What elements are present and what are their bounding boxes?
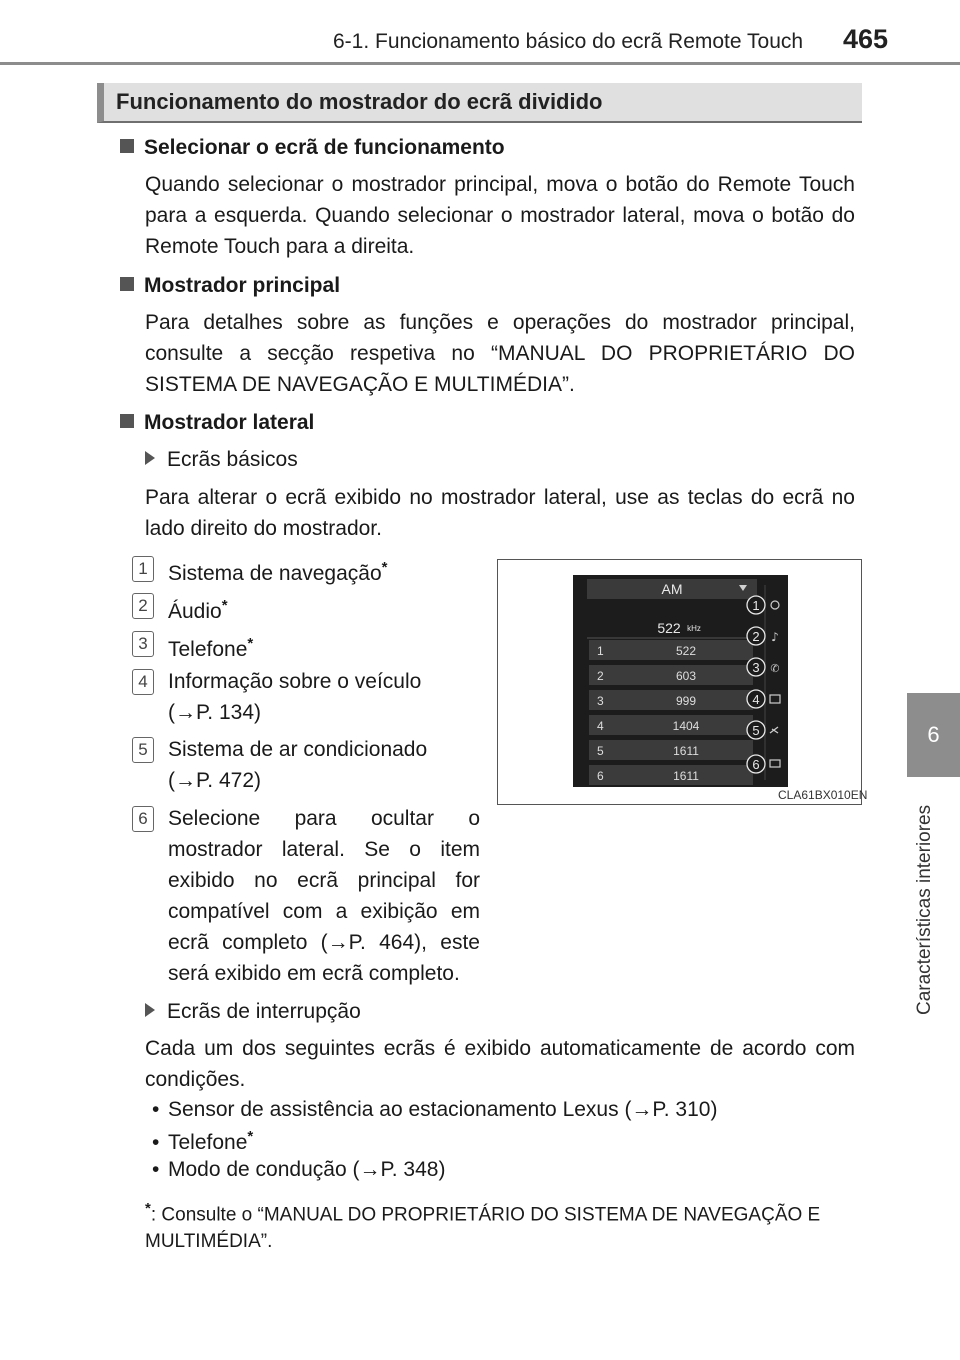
screen-source: AM	[661, 581, 683, 597]
callout-1	[747, 596, 765, 614]
chapter-tab-number: 6	[927, 722, 940, 747]
heading-side-display: Mostrador lateral	[120, 411, 314, 435]
item-number-6: 6	[132, 806, 154, 832]
chapter-tab-label-text: Características interiores	[914, 804, 935, 1015]
preset-number: 6	[597, 769, 604, 783]
preset-frequency: 603	[675, 669, 697, 683]
preset-row[interactable]	[589, 715, 753, 735]
callout-6	[747, 755, 765, 773]
list-item: • Modo de condução (→P. 348)	[152, 1158, 446, 1181]
paragraph-basic-screens: Para alterar o ecrã exibido no mostrador lateral, use as teclas do ecrã no lado direito do mostrador.	[145, 486, 855, 540]
svg-text:5: 5	[752, 723, 760, 738]
paragraph-select-screen: Quando selecionar o mostrador principal, mova o botão do Remote Touch para a esquerda. Quando selecionar o mostrador lateral, mova o botão do Remote Touch para a direita.	[145, 173, 855, 258]
item-navigation: Sistema de navegação*	[168, 559, 388, 585]
chapter-title: 6-1. Funcionamento básico do ecrã Remote Touch	[333, 30, 804, 53]
list-item: • Telefone*	[152, 1128, 254, 1154]
illustration-caption: CLA61BX010EN	[778, 788, 868, 802]
preset-number: 2	[597, 669, 604, 683]
callout-3	[747, 658, 765, 676]
screen-frequency-unit: kHz	[687, 624, 701, 633]
item-number-4: 4	[132, 669, 154, 695]
footnote: *: Consulte o “MANUAL DO PROPRIETÁRIO DO SISTEMA DE NAVEGAÇÃO E MULTIMÉDIA”.	[145, 1200, 821, 1253]
preset-number: 1	[597, 644, 604, 658]
page-number: 465	[843, 24, 889, 54]
callout-4	[747, 690, 765, 708]
preset-row[interactable]	[589, 740, 753, 760]
chapter-tab[interactable]	[907, 693, 960, 777]
preset-number: 3	[597, 694, 604, 708]
preset-row[interactable]	[589, 690, 753, 710]
callout-2	[747, 627, 765, 645]
svg-text:2: 2	[752, 629, 760, 644]
item-number-2: 2	[132, 593, 154, 619]
preset-number: 5	[597, 744, 604, 758]
telephone-key-icon[interactable]: ✆	[770, 662, 780, 675]
preset-frequency: 522	[675, 644, 697, 658]
svg-text:6: 6	[752, 757, 760, 772]
item-number-1: 1	[132, 556, 154, 582]
square-bullet-icon	[120, 414, 134, 428]
item-telephone: Telefone*	[168, 635, 254, 661]
callout-5	[747, 721, 765, 739]
subheading-interrupt-screens: Ecrãs de interrupção	[145, 1000, 361, 1024]
heading-select-screen: Selecionar o ecrã de funcionamento	[120, 136, 505, 160]
item-vehicle-info: Informação sobre o veículo (→P. 134)	[168, 670, 422, 724]
item-hide-side-display: Selecione para ocultar o mostrador lateral. Se o item exibido no ecrã principal for compatível com a exibição em ecrã completo (→P. 464), este será exibido em ecrã completo.	[168, 807, 480, 985]
side-display-screen	[573, 575, 788, 787]
square-bullet-icon	[120, 277, 134, 291]
chapter-tab-label	[910, 790, 940, 1015]
section-title: Funcionamento do mostrador do ecrã dividido	[116, 89, 603, 114]
svg-text:4: 4	[752, 692, 760, 707]
item-number-3: 3	[132, 631, 154, 657]
preset-number: 4	[597, 719, 604, 733]
item-air-conditioning: Sistema de ar condicionado (→P. 472)	[168, 738, 428, 792]
preset-frequency: 1611	[673, 744, 699, 758]
audio-key-icon[interactable]: ♪	[771, 630, 779, 644]
heading-main-display: Mostrador principal	[120, 274, 340, 298]
paragraph-main-display: Para detalhes sobre as funções e operações do mostrador principal, consulte a secção respetiva no “MANUAL DO PROPRIETÁRIO DO SISTEMA DE NAVEGAÇÃO E MULTIMÉDIA”.	[145, 311, 855, 396]
item-number-5: 5	[132, 737, 154, 763]
page-header	[0, 0, 960, 66]
triangle-bullet-icon	[145, 1003, 155, 1017]
preset-row[interactable]	[589, 665, 753, 685]
header-divider	[0, 62, 960, 65]
preset-frequency: 999	[675, 694, 697, 708]
section-title-bar	[97, 83, 862, 123]
subheading-basic-screens: Ecrãs básicos	[145, 448, 298, 472]
square-bullet-icon	[120, 139, 134, 153]
item-audio: Áudio*	[168, 597, 228, 623]
preset-frequency: 1611	[673, 769, 699, 783]
svg-text:3: 3	[752, 660, 760, 675]
svg-text:1: 1	[752, 598, 760, 613]
triangle-bullet-icon	[145, 451, 155, 465]
preset-frequency: 1404	[672, 719, 700, 733]
screen-frequency: 522	[657, 620, 681, 636]
preset-row[interactable]	[589, 765, 753, 785]
preset-row[interactable]	[589, 640, 753, 660]
list-item: • Sensor de assistência ao estacionamento Lexus (→P. 310)	[152, 1098, 718, 1121]
paragraph-interrupt-screens: Cada um dos seguintes ecrãs é exibido automaticamente de acordo com condições.	[145, 1037, 855, 1091]
